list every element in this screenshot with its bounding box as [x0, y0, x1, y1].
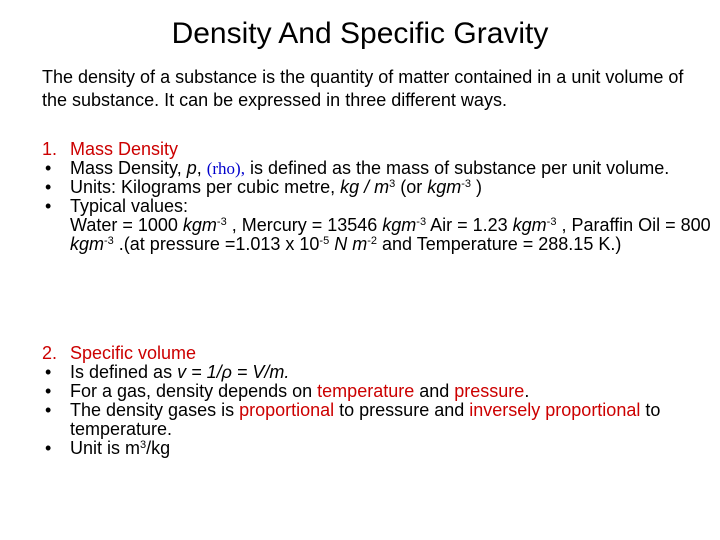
section-specific-volume — [42, 344, 712, 458]
bullet-icon: • — [45, 158, 52, 178]
bullet-icon: • — [45, 177, 52, 197]
list-item: • Unit is $m^3/kg$ — [45, 438, 171, 458]
specific-volume-formula: v = 1/ρ = V/m. — [177, 362, 290, 382]
slide-title: Density And Specific Gravity — [171, 17, 549, 50]
list-item: • Mass Density, p, (rho), is defined as the mass of substance per unit volume. — [45, 158, 670, 178]
bullet-icon: • — [45, 362, 52, 382]
list-item: • The density gases is proportional to pressure and inversely proportional to temperature. — [45, 400, 661, 439]
section-1-heading — [42, 140, 712, 159]
list-item: • For a gas, density depends on temperature and pressure. — [45, 381, 530, 401]
section-2-number: 2. — [42, 343, 58, 363]
bullet-icon: • — [45, 400, 52, 420]
rho-label: (rho), — [206, 159, 245, 178]
bullet-icon: • — [45, 196, 52, 216]
section-1-title: Mass Density — [70, 139, 179, 159]
list-item: • Is defined as v = 1/ρ = V/m. — [45, 362, 290, 382]
intro-paragraph: The density of a substance is the quantity of matter contained in a unit volume of the substance. It can be expressed in three different ways. — [42, 67, 684, 110]
section-1-number: 1. — [42, 139, 58, 159]
list-item: • Typical values: — [45, 196, 189, 216]
section-2-title: Specific volume — [70, 343, 197, 363]
bullet-icon: • — [45, 381, 52, 401]
section-2-heading — [42, 344, 712, 363]
section-mass-density — [42, 140, 712, 254]
typical-values: Water = 1000 kgm$^{-3}$ , Mercury = 13546 kgm$^{-3}$ Air = 1.23 kgm$^{-3}$ , Paraffin Oil = 800 kgm$^{-3}$ .(at pressure =1.013 x $10^{-5}$ N $m^{-2}$ and Temperature = 288.15 K.) — [70, 215, 711, 254]
list-item: • Units: Kilograms per cubic metre, kg / $m^3$ (or kgm$^{-3}$ ) — [45, 177, 483, 197]
bullet-icon: • — [45, 438, 52, 458]
